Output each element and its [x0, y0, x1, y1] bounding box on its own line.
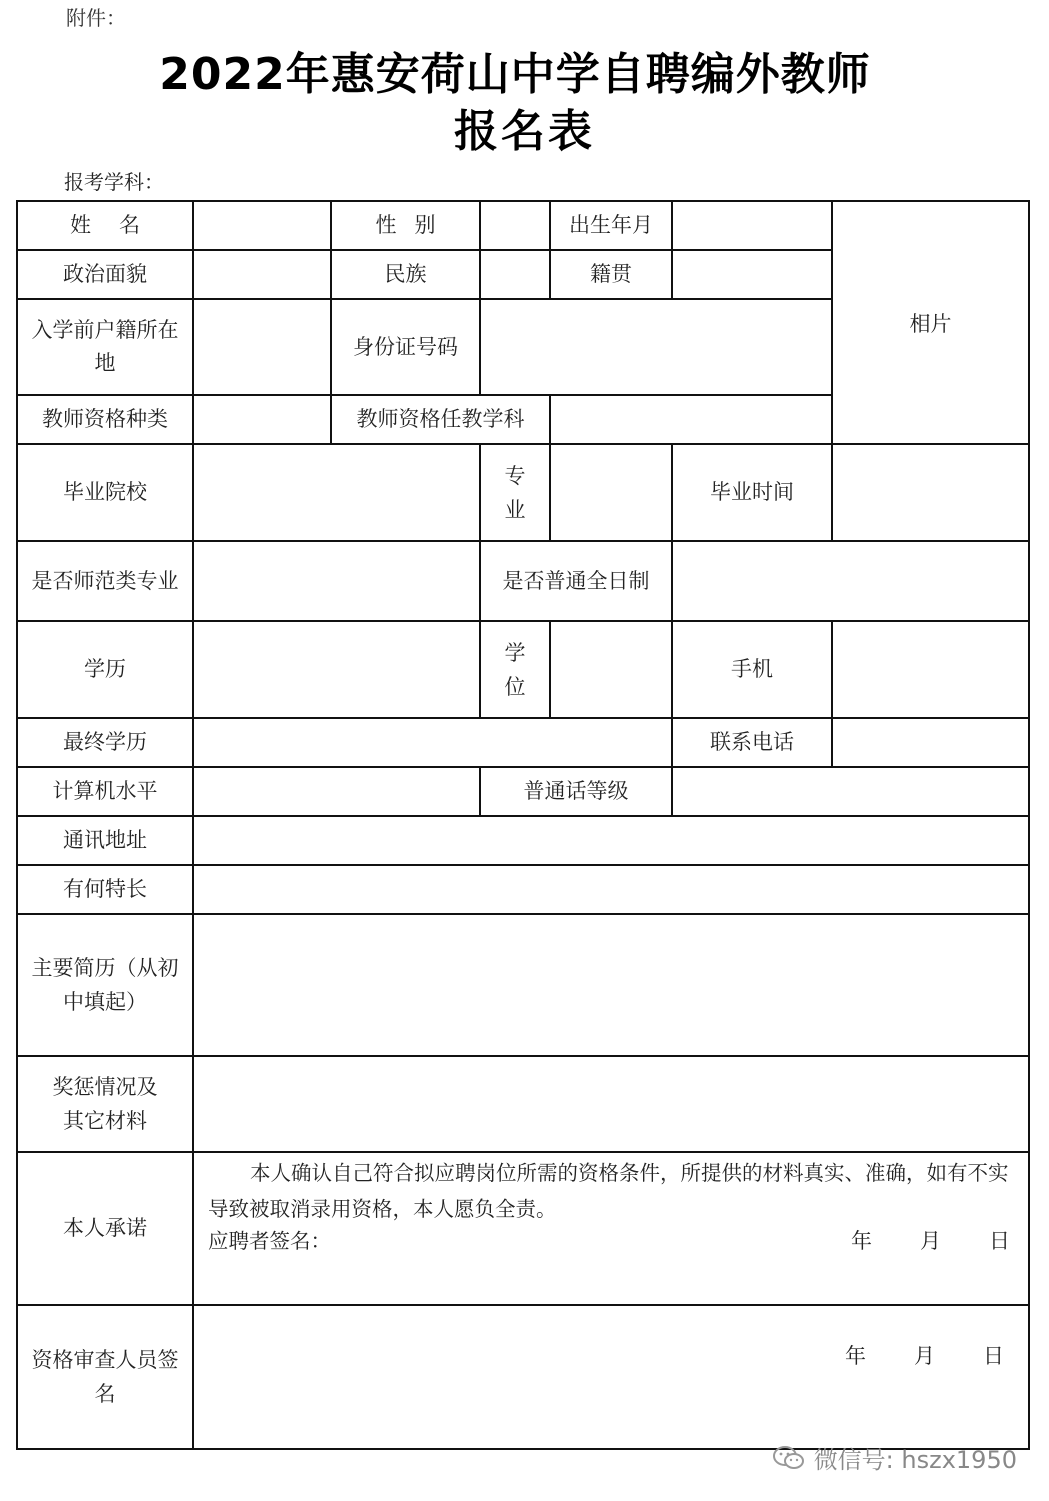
gender-label: 性别 — [331, 201, 480, 250]
pledge-label: 本人承诺 — [17, 1152, 193, 1305]
pledge-text: 本人确认自己符合拟应聘岗位所需的资格条件，所提供的材料真实、准确，如有不实导致被取消录用资格，本人愿负全责。 — [208, 1161, 1009, 1221]
subject-label: 报考学科： — [64, 170, 164, 194]
registration-form-table — [16, 200, 1030, 1450]
gender-field[interactable] — [480, 201, 550, 250]
final-edu-field[interactable] — [193, 718, 672, 767]
ethnicity-field[interactable] — [480, 250, 550, 299]
education-label: 学历 — [17, 621, 193, 718]
fulltime-field[interactable] — [672, 541, 1029, 621]
household-label: 入学前户籍所在地 — [17, 299, 193, 395]
degree-label: 学位 — [480, 621, 550, 718]
specialty-field[interactable] — [193, 865, 1029, 914]
specialty-label: 有何特长 — [17, 865, 193, 914]
fulltime-label: 是否普通全日制 — [480, 541, 672, 621]
applicant-signature-label: 应聘者签名： — [208, 1229, 331, 1253]
cert-subject-label: 教师资格任教学科 — [331, 395, 550, 444]
awards-field[interactable] — [193, 1056, 1029, 1152]
wechat-icon — [772, 1445, 806, 1471]
native-place-label: 籍贯 — [550, 250, 672, 299]
final-edu-label: 最终学历 — [17, 718, 193, 767]
political-field[interactable] — [193, 250, 331, 299]
school-field[interactable] — [193, 444, 480, 541]
household-field[interactable] — [193, 299, 331, 395]
resume-field[interactable] — [193, 914, 1029, 1056]
mandarin-label: 普通话等级 — [480, 767, 672, 816]
grad-time-label: 毕业时间 — [672, 444, 832, 541]
degree-field[interactable] — [550, 621, 672, 718]
phone-label: 联系电话 — [672, 718, 832, 767]
watermark — [772, 1440, 1017, 1475]
political-label: 政治面貌 — [17, 250, 193, 299]
page-subtitle: 报名表 — [454, 106, 595, 157]
cert-type-field[interactable] — [193, 395, 331, 444]
address-field[interactable] — [193, 816, 1029, 865]
phone-field[interactable] — [832, 718, 1029, 767]
page-title: 2022年惠安荷山中学自聘编外教师 — [159, 49, 871, 100]
computer-label: 计算机水平 — [17, 767, 193, 816]
reviewer-label: 资格审查人员签名 — [17, 1305, 193, 1449]
reviewer-date: 年 月 日 — [845, 1344, 1004, 1368]
normal-major-field[interactable] — [193, 541, 480, 621]
applicant-date: 年 月 日 — [851, 1229, 1010, 1253]
computer-field[interactable] — [193, 767, 480, 816]
normal-major-label: 是否师范类专业 — [17, 541, 193, 621]
birth-field[interactable] — [672, 201, 832, 250]
resume-label: 主要简历（从初中填起） — [17, 914, 193, 1056]
watermark-text: 微信号: hszx1950 — [813, 1446, 1017, 1474]
id-number-field[interactable] — [480, 299, 832, 395]
reviewer-cell[interactable] — [193, 1305, 1029, 1449]
education-field[interactable] — [193, 621, 480, 718]
major-label: 专业 — [480, 444, 550, 541]
cert-type-label: 教师资格种类 — [17, 395, 193, 444]
id-number-label: 身份证号码 — [331, 299, 480, 395]
attachment-label: 附件： — [66, 6, 126, 30]
name-label: 姓名 — [17, 201, 193, 250]
pledge-cell — [193, 1152, 1029, 1305]
grad-time-field[interactable] — [832, 444, 1029, 541]
name-field[interactable] — [193, 201, 331, 250]
photo-box[interactable]: 相片 — [832, 201, 1029, 444]
awards-label: 奖惩情况及其它材料 — [17, 1056, 193, 1152]
address-label: 通讯地址 — [17, 816, 193, 865]
ethnicity-label: 民族 — [331, 250, 480, 299]
school-label: 毕业院校 — [17, 444, 193, 541]
birth-label: 出生年月 — [550, 201, 672, 250]
cert-subject-field[interactable] — [550, 395, 832, 444]
mobile-field[interactable] — [832, 621, 1029, 718]
native-place-field[interactable] — [672, 250, 832, 299]
major-field[interactable] — [550, 444, 672, 541]
mobile-label: 手机 — [672, 621, 832, 718]
mandarin-field[interactable] — [672, 767, 1029, 816]
